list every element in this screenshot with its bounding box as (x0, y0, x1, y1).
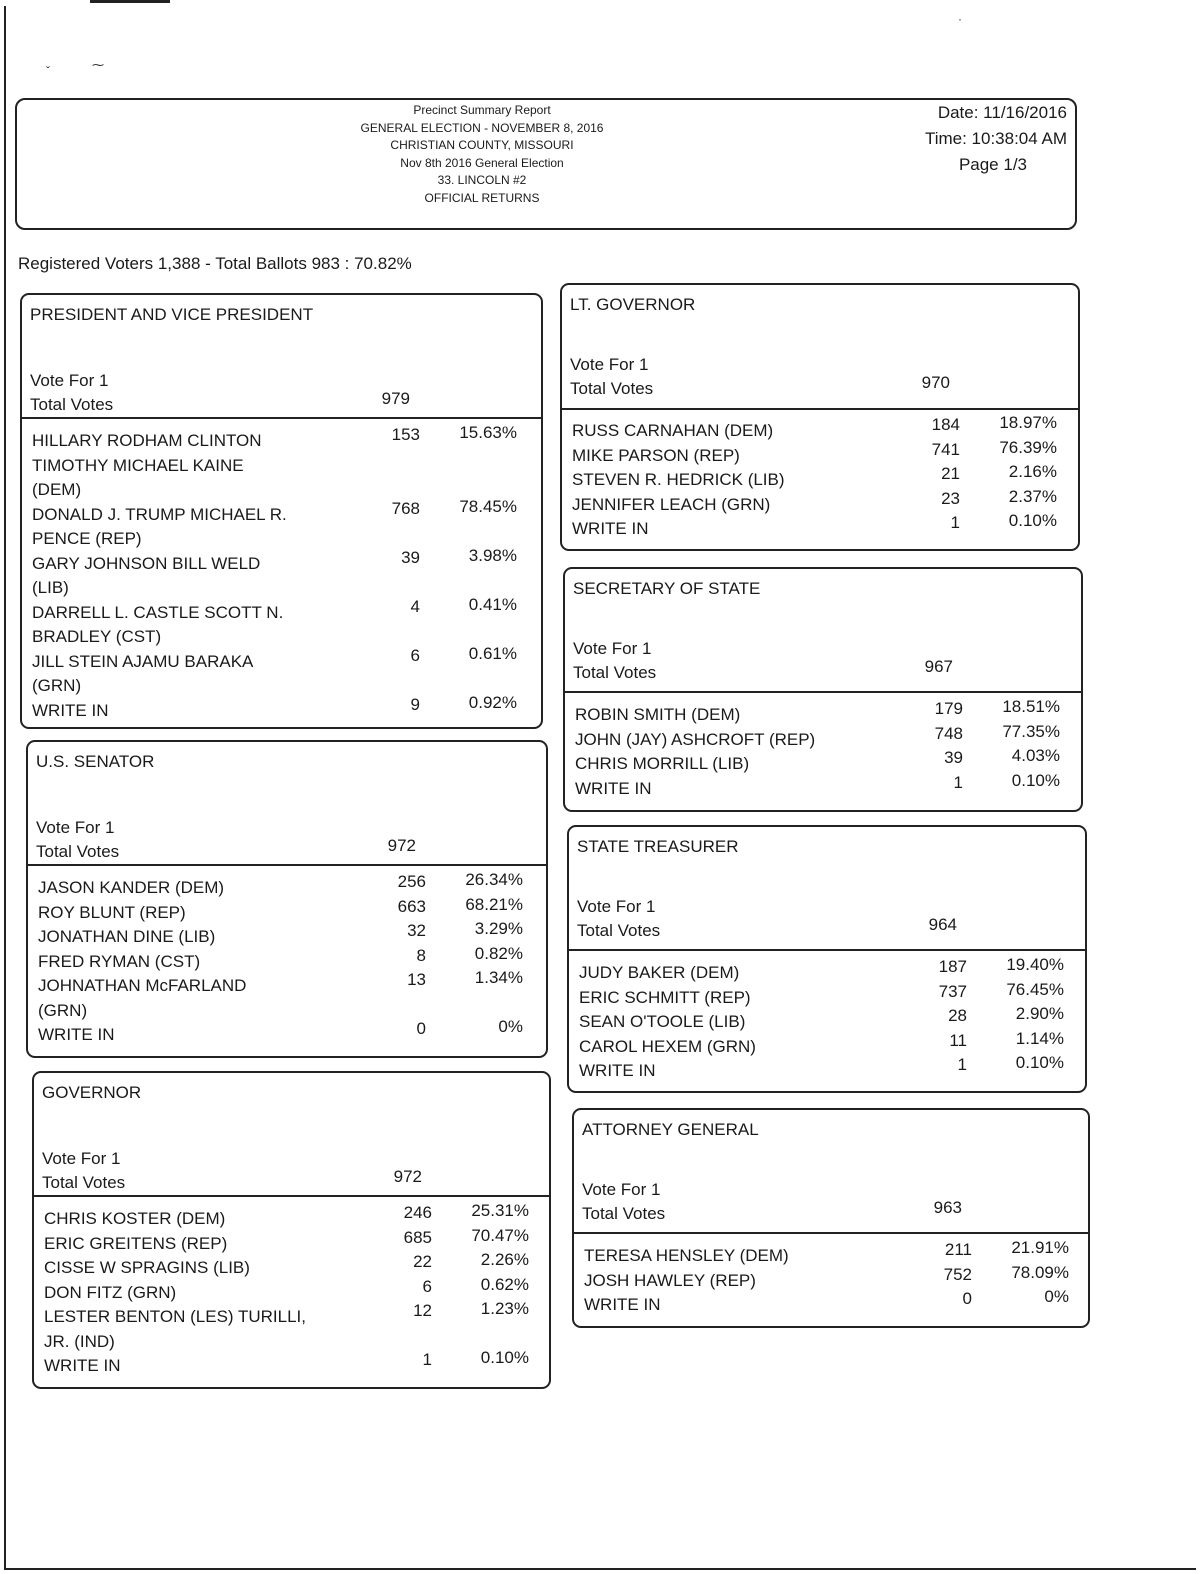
race-title: PRESIDENT AND VICE PRESIDENT (30, 305, 314, 324)
candidate-votes: 256 (397, 872, 426, 891)
total-votes-label: Total Votes (570, 379, 654, 398)
candidate-votes: 663 (397, 896, 426, 916)
candidate-votes: 0 (416, 1019, 426, 1038)
candidate-votes: 11 (949, 1030, 967, 1050)
election-subtitle: Nov 8th 2016 General Election (400, 155, 564, 170)
scan-mark (90, 0, 170, 3)
candidate-name (579, 1010, 745, 1035)
candidate-percent: 4.03% (1011, 746, 1060, 765)
scan-speck: · (958, 12, 962, 26)
candidate-percent: 0.10% (480, 1348, 529, 1367)
candidate-name-line: WRITE IN (44, 1356, 121, 1375)
candidate-name-line: ROBIN SMITH (DEM) (575, 705, 741, 724)
candidate-name (38, 901, 186, 926)
candidate-votes: 6 (410, 645, 420, 665)
candidate-votes: 39 (944, 748, 963, 767)
candidate-name-line: JOHNATHAN McFARLAND (38, 976, 247, 995)
candidate-name-line: JILL STEIN AJAMU BARAKA (32, 651, 254, 671)
candidate-name (38, 1023, 115, 1048)
candidate-votes: 187 (938, 957, 967, 976)
candidate-name (572, 468, 785, 493)
candidate-name-line: ERIC GREITENS (REP) (44, 1233, 228, 1253)
race-state-treasurer (567, 825, 1087, 1093)
candidate-name-line: SEAN O'TOOLE (LIB) (579, 1012, 746, 1031)
candidate-name-line: JOHN (JAY) ASHCROFT (REP) (575, 729, 816, 749)
candidate-percent: 18.51% (1002, 697, 1060, 716)
header-divider (28, 864, 546, 866)
race-title: STATE TREASURER (577, 837, 739, 856)
candidate-votes: 28 (948, 1006, 967, 1025)
race-title: GOVERNOR (42, 1083, 142, 1102)
candidate-name (575, 777, 652, 802)
returns-status: OFFICIAL RETURNS (424, 190, 540, 205)
candidate-name-line: WRITE IN (38, 1025, 115, 1044)
candidate-name-line: CAROL HEXEM (GRN) (579, 1036, 756, 1056)
total-votes-value: 970 (921, 373, 950, 392)
candidate-name (38, 974, 246, 1023)
vote-for-label: Vote For 1 (577, 897, 656, 916)
candidate-percent: 3.29% (474, 919, 523, 938)
candidate-percent: 26.34% (465, 870, 523, 889)
vote-for-label: Vote For 1 (570, 355, 649, 374)
candidate-percent: 18.97% (999, 413, 1057, 432)
candidate-name (572, 419, 773, 444)
report-header (15, 98, 1077, 230)
candidate-votes: 6 (422, 1276, 432, 1296)
candidate-name-line: (DEM) (32, 480, 82, 499)
candidate-percent: 2.90% (1015, 1004, 1064, 1023)
candidate-percent: 0.10% (1011, 770, 1060, 790)
candidate-name-line: WRITE IN (32, 700, 109, 720)
candidate-name (584, 1293, 661, 1318)
candidate-percent: 0% (1044, 1287, 1069, 1306)
vote-for-label: Vote For 1 (573, 639, 652, 658)
report-heading (317, 102, 647, 207)
race-title: U.S. SENATOR (36, 752, 155, 771)
candidate-name-line: FRED RYMAN (CST) (38, 951, 201, 971)
candidate-percent: 2.37% (1008, 486, 1057, 506)
candidate-percent: 1.23% (480, 1299, 529, 1318)
candidate-name (572, 444, 740, 469)
candidate-votes: 741 (931, 439, 960, 459)
candidate-votes: 685 (403, 1227, 432, 1247)
candidate-percent: 15.63% (459, 423, 517, 442)
candidate-votes: 246 (403, 1203, 432, 1222)
county-name: CHRISTIAN COUNTY, MISSOURI (390, 138, 574, 152)
candidate-votes: 1 (957, 1055, 967, 1074)
race-secretary-of-state (563, 567, 1083, 812)
candidate-name-line: CISSE W SPRAGINS (LIB) (44, 1258, 250, 1277)
candidate-name (44, 1281, 176, 1306)
candidate-name (575, 703, 740, 728)
candidate-name (579, 1035, 756, 1060)
candidate-name (44, 1232, 227, 1257)
candidate-name (579, 961, 739, 986)
candidate-percent: 25.31% (471, 1201, 529, 1220)
candidate-name-line: JUDY BAKER (DEM) (579, 963, 740, 982)
candidate-percent: 0.61% (468, 643, 517, 663)
candidate-name (38, 925, 215, 950)
candidate-name (32, 650, 253, 699)
candidate-percent: 0.62% (480, 1274, 529, 1294)
page-number: Page 1/3 (958, 155, 1027, 174)
candidate-name-line: (GRN) (32, 676, 82, 695)
candidate-name (32, 552, 260, 601)
total-votes-value: 972 (393, 1167, 422, 1186)
candidate-votes: 8 (416, 945, 426, 965)
report-title: Precinct Summary Report (413, 103, 551, 117)
scan-speck: ˇ (46, 64, 50, 78)
candidate-votes: 179 (934, 699, 963, 718)
race-u-s-senator (26, 740, 548, 1058)
report-meta (925, 100, 1067, 178)
candidate-percent: 0.10% (1008, 511, 1057, 530)
candidate-percent: 0% (498, 1017, 523, 1036)
candidate-percent: 0.92% (468, 692, 517, 712)
candidate-votes: 1 (422, 1350, 432, 1369)
total-votes-value: 963 (933, 1198, 962, 1217)
candidate-name-line: BRADLEY (CST) (32, 627, 162, 646)
total-votes-value: 979 (381, 389, 410, 408)
total-votes-label: Total Votes (36, 842, 120, 861)
candidate-name-line: DONALD J. TRUMP MICHAEL R. (32, 504, 287, 524)
candidate-name-line: (GRN) (38, 1000, 88, 1020)
candidate-votes: 0 (962, 1289, 972, 1308)
candidate-name-line: JOSH HAWLEY (REP) (584, 1270, 756, 1290)
candidate-percent: 68.21% (465, 894, 523, 914)
race-attorney-general (572, 1108, 1090, 1328)
candidate-name (579, 1059, 656, 1084)
candidate-percent: 78.45% (459, 496, 517, 516)
candidate-name-line: WRITE IN (579, 1061, 656, 1080)
candidate-percent: 70.47% (471, 1225, 529, 1245)
total-votes-label: Total Votes (582, 1204, 666, 1223)
candidate-votes: 32 (407, 921, 426, 940)
candidate-votes: 768 (391, 498, 420, 518)
candidate-name (575, 752, 749, 777)
candidate-name (32, 601, 283, 650)
candidate-name-line: LESTER BENTON (LES) TURILLI, (44, 1307, 306, 1326)
candidate-name-line: ROY BLUNT (REP) (38, 902, 186, 922)
candidate-name-line: CHRIS MORRILL (LIB) (575, 754, 750, 773)
candidate-percent: 3.98% (468, 545, 517, 565)
candidate-percent: 2.26% (480, 1250, 529, 1269)
candidate-name-line: WRITE IN (575, 778, 652, 798)
candidate-name (584, 1244, 789, 1269)
header-divider (34, 1195, 549, 1197)
candidate-name (44, 1305, 306, 1354)
vote-for-label: Vote For 1 (30, 371, 109, 390)
candidate-percent: 78.09% (1011, 1262, 1069, 1282)
header-divider (565, 691, 1081, 693)
candidate-name (575, 728, 815, 753)
report-time: Time: 10:38:04 AM (924, 129, 1067, 148)
candidate-name (32, 429, 262, 503)
candidate-name (44, 1354, 121, 1379)
candidate-name (32, 699, 109, 724)
candidate-percent: 76.39% (999, 437, 1057, 457)
scan-speck: ⁓ (92, 58, 104, 72)
candidate-votes: 153 (391, 425, 420, 444)
candidate-name-line: GARY JOHNSON BILL WELD (32, 553, 261, 573)
candidate-name-line: JASON KANDER (DEM) (38, 878, 225, 897)
candidate-percent: 0.10% (1015, 1053, 1064, 1072)
candidate-votes: 1 (953, 772, 963, 792)
candidate-percent: 2.16% (1008, 462, 1057, 481)
candidate-votes: 737 (938, 981, 967, 1001)
header-divider (574, 1232, 1088, 1234)
candidate-votes: 12 (413, 1301, 432, 1320)
candidate-name-line: JENNIFER LEACH (GRN) (572, 494, 771, 514)
candidate-votes: 9 (410, 694, 420, 714)
registered-voters: Registered Voters 1,388 - Total Ballots 983 : 70.82% (18, 254, 412, 273)
candidate-votes: 752 (943, 1264, 972, 1284)
candidate-name (579, 986, 751, 1011)
candidate-name (572, 517, 649, 542)
candidate-votes: 23 (941, 488, 960, 508)
report-date: Date: 11/16/2016 (937, 103, 1067, 122)
vote-for-label: Vote For 1 (36, 818, 115, 837)
election-name: GENERAL ELECTION - NOVEMBER 8, 2016 (360, 120, 604, 135)
candidate-percent: 21.91% (1011, 1238, 1069, 1257)
candidate-name (38, 876, 224, 901)
candidate-name-line: DARRELL L. CASTLE SCOTT N. (32, 602, 284, 622)
candidate-name (38, 950, 200, 975)
vote-for-label: Vote For 1 (582, 1180, 661, 1199)
candidate-votes: 184 (931, 415, 960, 434)
total-votes-label: Total Votes (577, 921, 661, 940)
header-divider (22, 417, 541, 419)
total-votes-label: Total Votes (30, 395, 114, 414)
candidate-name-line: JR. (IND) (44, 1331, 115, 1351)
candidate-votes: 4 (410, 596, 420, 616)
candidate-name-line: TIMOTHY MICHAEL KAINE (32, 455, 244, 475)
race-president-and-vice-president (20, 293, 543, 729)
candidate-percent: 1.34% (474, 968, 523, 987)
race-title: ATTORNEY GENERAL (582, 1120, 759, 1139)
total-votes-value: 972 (387, 836, 416, 855)
header-divider (569, 949, 1085, 951)
candidate-percent: 0.82% (474, 943, 523, 963)
candidate-percent: 76.45% (1006, 979, 1064, 999)
total-votes-label: Total Votes (573, 663, 657, 682)
candidate-votes: 21 (941, 464, 960, 483)
candidate-name-line: RUSS CARNAHAN (DEM) (572, 421, 774, 440)
candidate-name (44, 1256, 250, 1281)
candidate-name-line: ERIC SCHMITT (REP) (579, 987, 751, 1007)
candidate-votes: 13 (407, 970, 426, 989)
candidate-percent: 77.35% (1002, 721, 1060, 741)
candidate-name-line: CHRIS KOSTER (DEM) (44, 1209, 226, 1228)
candidate-votes: 1 (950, 513, 960, 532)
candidate-name-line: JONATHAN DINE (LIB) (38, 927, 216, 946)
candidate-name-line: MIKE PARSON (REP) (572, 445, 740, 465)
precinct-name: 33. LINCOLN #2 (437, 173, 527, 187)
race-governor (32, 1071, 551, 1389)
candidate-name (44, 1207, 225, 1232)
total-votes-label: Total Votes (42, 1173, 126, 1192)
candidate-name (584, 1269, 756, 1294)
total-votes-value: 964 (928, 915, 957, 934)
candidate-name-line: (LIB) (32, 578, 69, 597)
candidate-name-line: STEVEN R. HEDRICK (LIB) (572, 470, 785, 489)
candidate-percent: 1.14% (1015, 1028, 1064, 1048)
candidate-percent: 19.40% (1006, 955, 1064, 974)
race-lt-governor (560, 283, 1080, 551)
candidate-name-line: TERESA HENSLEY (DEM) (584, 1246, 789, 1265)
candidate-name-line: DON FITZ (GRN) (44, 1282, 177, 1302)
total-votes-value: 967 (924, 657, 953, 676)
candidate-percent: 0.41% (468, 594, 517, 614)
race-title: LT. GOVERNOR (570, 295, 696, 314)
header-divider (562, 408, 1078, 410)
candidate-votes: 39 (401, 547, 420, 567)
candidate-name-line: WRITE IN (584, 1295, 661, 1314)
candidate-votes: 748 (934, 723, 963, 743)
candidate-votes: 22 (413, 1252, 432, 1271)
vote-for-label: Vote For 1 (42, 1149, 121, 1168)
candidate-name-line: WRITE IN (572, 519, 649, 538)
race-title: SECRETARY OF STATE (573, 579, 761, 598)
candidate-name (572, 493, 770, 518)
candidate-name-line: HILLARY RODHAM CLINTON (32, 431, 262, 450)
candidate-name-line: PENCE (REP) (32, 529, 142, 548)
candidate-votes: 211 (944, 1240, 972, 1259)
candidate-name (32, 503, 287, 552)
